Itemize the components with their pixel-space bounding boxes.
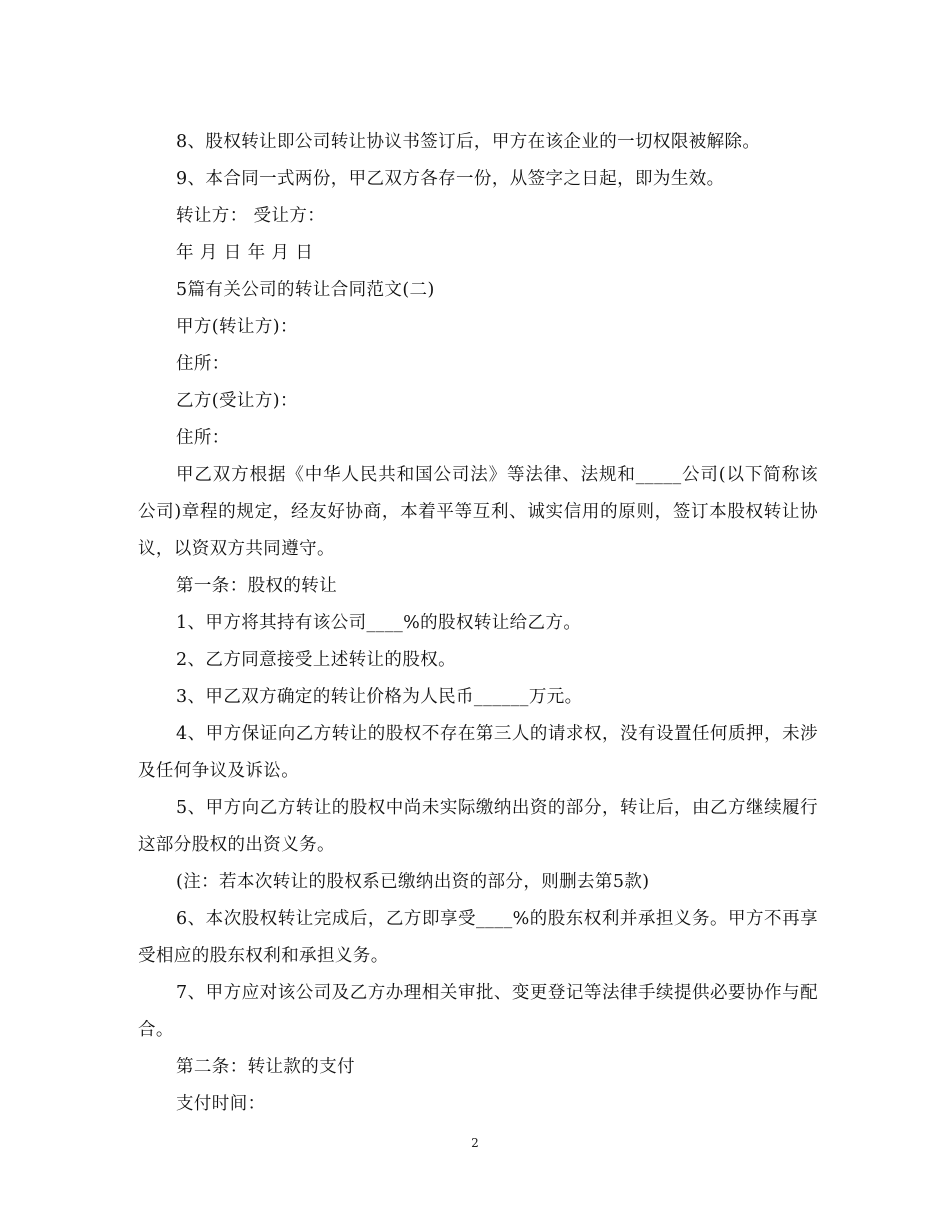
article-1-item-7: 7、甲方应对该公司及乙方办理相关审批、变更登记等法律手续提供必要协作与配合。 [138, 983, 818, 1040]
signature-parties-line: 转让方： 受让方： [176, 206, 326, 226]
article-1-note: (注：若本次转让的股权系已缴纳出资的部分，则删去第5款) [176, 872, 650, 892]
payment-time-label: 支付时间： [176, 1094, 266, 1114]
article-1-item-1: 1、甲方将其持有该公司____%的股权转让给乙方。 [176, 613, 582, 633]
article-2-heading: 第二条：转让款的支付 [176, 1057, 355, 1077]
party-b-label: 乙方(受让方)： [176, 391, 298, 411]
page-number: 2 [471, 1136, 479, 1150]
section-title: 5篇有关公司的转让合同范文(二) [176, 280, 435, 300]
article-1-item-3: 3、甲乙双方确定的转让价格为人民币______万元。 [176, 687, 583, 707]
party-a-label: 甲方(转让方)： [176, 317, 298, 337]
clause-8: 8、股权转让即公司转让协议书签订后，甲方在该企业的一切权限被解除。 [176, 132, 761, 152]
article-1-item-2: 2、乙方同意接受上述转让的股权。 [176, 650, 457, 670]
party-a-address: 住所： [176, 354, 230, 374]
clause-9: 9、本合同一式两份，甲乙双方各存一份，从签字之日起，即为生效。 [176, 169, 725, 189]
document-body [138, 124, 818, 1123]
party-b-address: 住所： [176, 428, 230, 448]
article-1-item-6: 6、本次股权转让完成后，乙方即享受____%的股东权利并承担义务。甲方不再享受相应的股东权利和承担义务。 [138, 909, 818, 966]
signature-date-line: 年 月 日 年 月 日 [176, 243, 314, 263]
article-1-heading: 第一条：股权的转让 [176, 576, 338, 596]
article-1-item-4: 4、甲方保证向乙方转让的股权不存在第三人的请求权，没有设置任何质押，未涉及任何争议及诉讼。 [138, 724, 818, 781]
preamble-paragraph: 甲乙双方根据《中华人民共和国公司法》等法律、法规和_____公司(以下简称该公司)章程的规定，经友好协商，本着平等互利、诚实信用的原则，签订本股权转让协议，以资双方共同遵守。 [138, 465, 818, 559]
article-1-item-5: 5、甲方向乙方转让的股权中尚未实际缴纳出资的部分，转让后，由乙方继续履行这部分股权的出资义务。 [138, 798, 818, 855]
